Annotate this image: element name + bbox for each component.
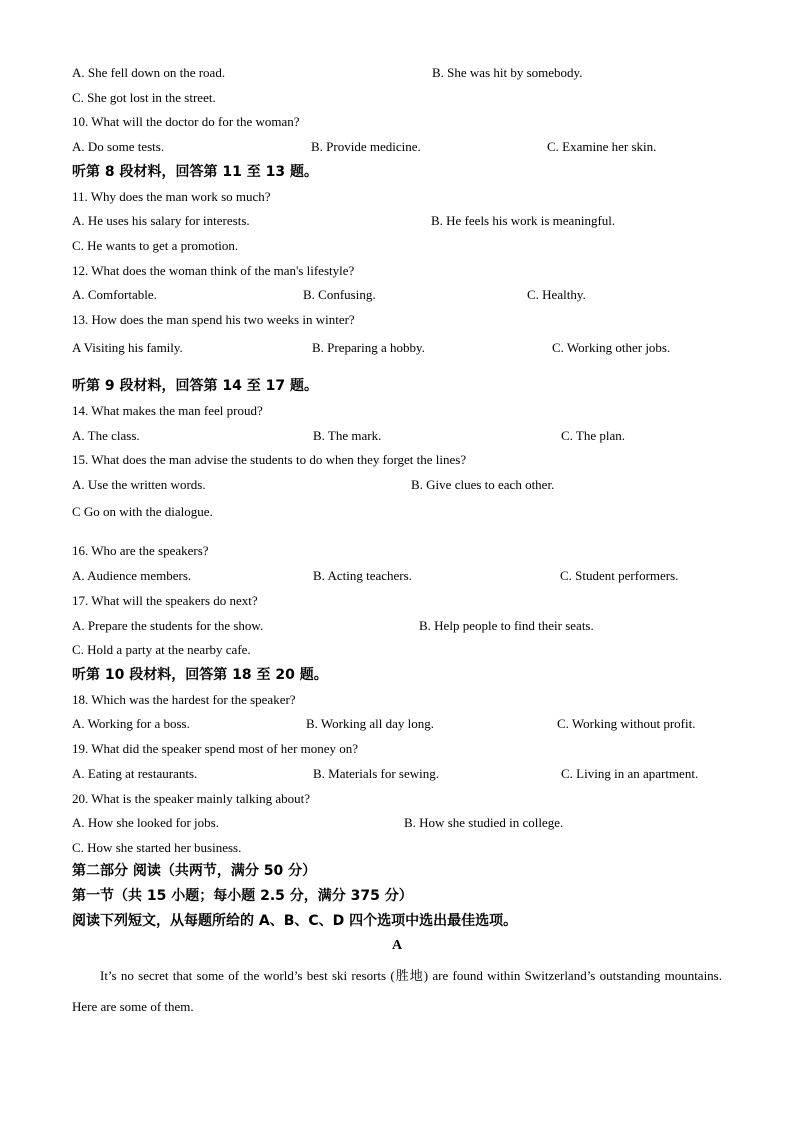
q20-option-a: A. How she looked for jobs. [72,815,219,830]
q19-option-b: B. Materials for sewing. [313,766,440,781]
reading-instructions: 阅读下列短文，从每题所给的 A、B、C、D 四个选项中选出最佳选项。 [72,913,518,929]
section-heading-8: 听第 8 段材料，回答第 11 至 13 题。 [72,164,318,180]
q16-question: 16. Who are the speakers? [72,543,209,558]
q12-option-c: C. Healthy. [527,287,586,302]
q12-option-b: B. Confusing. [303,287,376,302]
q19-option-a: A. Eating at restaurants. [72,766,198,781]
q13-option-c: C. Working other jobs. [552,340,671,355]
q20-question: 20. What is the speaker mainly talking about? [72,791,311,806]
q18-option-c: C. Working without profit. [557,716,696,731]
section-heading-10: 听第 10 段材料，回答第 18 至 20 题。 [72,667,328,683]
q12-question: 12. What does the woman think of the man's lifestyle? [72,263,355,278]
q17-option-c: C. Hold a party at the nearby cafe. [72,642,251,657]
q14-question: 14. What makes the man feel proud? [72,403,263,418]
q15-option-c: C Go on with the dialogue. [72,504,213,519]
q10-question: 10. What will the doctor do for the woman? [72,114,300,129]
q9-option-a: A. She fell down on the road. [72,65,226,80]
passage-letter: A [391,938,403,953]
q19-option-c: C. Living in an apartment. [561,766,699,781]
q9-option-c: C. She got lost in the street. [72,90,216,105]
q17-option-b: B. Help people to find their seats. [419,618,594,633]
q18-option-a: A. Working for a boss. [72,716,190,731]
q18-question: 18. Which was the hardest for the speaker? [72,692,296,707]
q10-option-a: A. Do some tests. [72,139,165,154]
q14-option-a: A. The class. [72,428,140,443]
q14-option-c: C. The plan. [561,428,626,443]
q15-option-b: B. Give clues to each other. [411,477,555,492]
q11-option-c: C. He wants to get a promotion. [72,238,239,253]
q20-option-b: B. How she studied in college. [404,815,564,830]
q11-question: 11. Why does the man work so much? [72,189,271,204]
q16-option-a: A. Audience members. [72,568,192,583]
q12-option-a: A. Comfortable. [72,287,157,302]
passage-paragraph: It’s no secret that some of the world’s best ski resorts (胜地) are found within Switzerland’s outstanding mountains. Here are some of them. [72,968,722,1014]
q16-option-b: B. Acting teachers. [313,568,412,583]
q17-question: 17. What will the speakers do next? [72,593,258,608]
q11-option-b: B. He feels his work is meaningful. [431,213,616,228]
q15-option-a: A. Use the written words. [72,477,206,492]
part-two-heading: 第二部分 阅读（共两节，满分 50 分） [72,863,317,879]
q17-option-a: A. Prepare the students for the show. [72,618,264,633]
q10-option-c: C. Examine her skin. [547,139,657,154]
q13-question: 13. How does the man spend his two weeks in winter? [72,312,355,327]
q16-option-c: C. Student performers. [560,568,679,583]
section-one-heading: 第一节（共 15 小题；每小题 2.5 分，满分 375 分） [72,888,413,904]
section-heading-9: 听第 9 段材料，回答第 14 至 17 题。 [72,378,318,394]
q20-option-c: C. How she started her business. [72,840,242,855]
q9-option-b: B. She was hit by somebody. [432,65,583,80]
q14-option-b: B. The mark. [313,428,382,443]
q10-option-b: B. Provide medicine. [311,139,421,154]
q18-option-b: B. Working all day long. [306,716,434,731]
q19-question: 19. What did the speaker spend most of her money on? [72,741,359,756]
q13-option-a: A Visiting his family. [72,340,183,355]
q11-option-a: A. He uses his salary for interests. [72,213,250,228]
q13-option-b: B. Preparing a hobby. [312,340,425,355]
q15-question: 15. What does the man advise the students to do when they forget the lines? [72,452,467,467]
